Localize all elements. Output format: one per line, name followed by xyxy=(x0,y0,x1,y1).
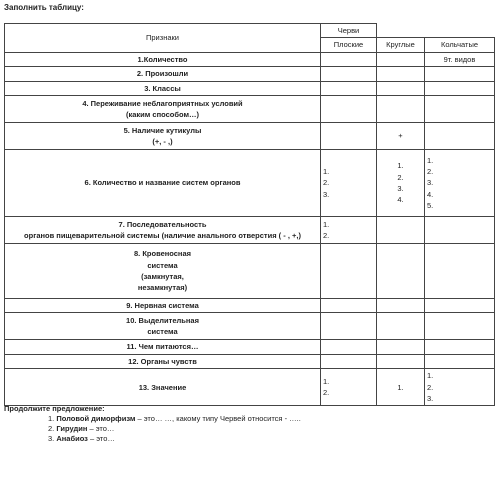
round-cell xyxy=(377,67,425,81)
blank-header-cell xyxy=(425,24,495,38)
table-row xyxy=(5,340,495,354)
worms-comparison-table xyxy=(4,23,495,406)
table-row xyxy=(5,96,495,123)
round-cell xyxy=(377,369,425,406)
flat-cell xyxy=(321,354,377,368)
flat-cell-line: 3. xyxy=(323,189,330,199)
criterion-cell-line: 10. Выделительная xyxy=(126,316,199,326)
round-cell xyxy=(377,217,425,244)
criterion-cell-line: 11. Чем питаются… xyxy=(126,342,199,352)
round-cell-line: 2. xyxy=(397,172,404,182)
round-cell xyxy=(377,123,425,150)
item-term: Анабиоз xyxy=(56,434,88,443)
flat-cell xyxy=(321,244,377,299)
criterion-cell-line: 3. Классы xyxy=(144,83,181,93)
round-cell-line: 3. xyxy=(397,184,404,194)
table-row xyxy=(5,81,495,95)
criterion-cell-line: 4. Переживание неблагоприятных условий xyxy=(82,98,243,108)
flat-worms-header: Плоские xyxy=(321,38,377,52)
ringed-cell xyxy=(425,244,495,299)
item-term: Половой диморфизм xyxy=(56,414,136,423)
table-row xyxy=(5,354,495,368)
ringed-cell xyxy=(425,150,495,217)
criterion-cell xyxy=(5,313,321,340)
flat-cell-line: 1. xyxy=(323,219,330,229)
round-cell-line: 4. xyxy=(397,195,404,205)
ringed-cell xyxy=(425,217,495,244)
flat-cell-line: 2. xyxy=(323,388,330,398)
ringed-cell xyxy=(425,81,495,95)
ringed-cell-line: 2. xyxy=(427,166,434,176)
ringed-cell xyxy=(425,354,495,368)
item-number: 3. xyxy=(48,434,57,443)
table-row xyxy=(5,150,495,217)
criterion-cell-line: (замкнутая, xyxy=(141,272,184,282)
item-number: 2. xyxy=(48,424,57,433)
item-text: – это… xyxy=(87,424,115,433)
round-cell xyxy=(377,81,425,95)
criterion-cell-line: 13. Значение xyxy=(138,382,187,392)
table-row xyxy=(5,52,495,66)
flat-cell xyxy=(321,217,377,244)
criterion-cell-line: система xyxy=(147,327,178,337)
sentence-item xyxy=(4,414,301,424)
criterion-cell-line: 9. Нервная система xyxy=(126,301,199,311)
flat-cell-line: 1. xyxy=(323,166,330,176)
criteria-header: Признаки xyxy=(5,24,321,53)
criterion-cell xyxy=(5,96,321,123)
ringed-cell xyxy=(425,67,495,81)
item-number: 1. xyxy=(48,414,57,423)
ringed-cell-line: 4. xyxy=(427,189,434,199)
ringed-cell-line: 3. xyxy=(427,394,434,404)
item-term: Гирудин xyxy=(56,424,88,433)
ringed-cell-line: 1. xyxy=(427,155,434,165)
round-cell-line: 1. xyxy=(397,161,404,171)
item-text: – это… xyxy=(87,434,115,443)
ringed-cell xyxy=(425,96,495,123)
flat-cell-line: 1. xyxy=(323,376,330,386)
table-row xyxy=(5,299,495,313)
round-cell xyxy=(377,340,425,354)
ringed-cell xyxy=(425,313,495,340)
criterion-cell-line: (+, - ,) xyxy=(152,137,173,147)
ringed-cell-line: 5. xyxy=(427,201,434,211)
flat-cell xyxy=(321,52,377,66)
criterion-cell xyxy=(5,123,321,150)
ringed-cell-line: 9т. видов xyxy=(443,54,476,64)
flat-cell xyxy=(321,81,377,95)
table-row xyxy=(5,217,495,244)
criterion-cell-line: система xyxy=(147,260,178,270)
table-row xyxy=(5,244,495,299)
criterion-cell-line: 12. Органы чувств xyxy=(128,356,197,366)
round-cell-line: + xyxy=(398,131,403,141)
flat-cell xyxy=(321,96,377,123)
ringed-cell-line: 3. xyxy=(427,178,434,188)
worksheet-title: Заполнить таблицу: xyxy=(4,3,84,12)
flat-cell-line: 2. xyxy=(323,231,330,241)
ringed-cell xyxy=(425,369,495,406)
ringed-cell xyxy=(425,340,495,354)
flat-cell xyxy=(321,299,377,313)
round-cell xyxy=(377,150,425,217)
flat-cell xyxy=(321,123,377,150)
item-text: – это… …, какому типу Червей относится - ….. xyxy=(135,414,301,423)
worms-header: Черви xyxy=(321,24,377,38)
continue-sentence-section xyxy=(4,404,301,444)
criterion-cell xyxy=(5,67,321,81)
flat-cell xyxy=(321,67,377,81)
ringed-worms-header: Кольчатые xyxy=(425,38,495,52)
criterion-cell xyxy=(5,150,321,217)
criterion-cell xyxy=(5,299,321,313)
flat-cell xyxy=(321,340,377,354)
continue-heading: Продолжите предложение: xyxy=(4,404,105,413)
criterion-cell xyxy=(5,217,321,244)
sentence-item xyxy=(4,434,301,444)
criterion-cell-line: (каким способом…) xyxy=(125,110,199,120)
table-row xyxy=(5,67,495,81)
criterion-cell xyxy=(5,52,321,66)
ringed-cell xyxy=(425,299,495,313)
round-cell xyxy=(377,52,425,66)
blank-header-cell xyxy=(377,24,425,38)
criterion-cell-line: 1.Количество xyxy=(137,54,188,64)
sentence-item xyxy=(4,424,301,434)
ringed-cell-line: 1. xyxy=(427,371,434,381)
ringed-cell-line: 2. xyxy=(427,382,434,392)
flat-cell xyxy=(321,313,377,340)
round-cell-line: 1. xyxy=(397,382,404,392)
criterion-cell-line: 2. Произошли xyxy=(136,69,189,79)
flat-cell-line: 2. xyxy=(323,178,330,188)
ringed-cell xyxy=(425,52,495,66)
round-cell xyxy=(377,354,425,368)
criterion-cell xyxy=(5,369,321,406)
flat-cell xyxy=(321,150,377,217)
header-row-1 xyxy=(5,24,495,38)
criterion-cell-line: 6. Количество и название систем органов xyxy=(84,178,241,188)
table-row xyxy=(5,369,495,406)
criterion-cell-line: 7. Последовательность xyxy=(118,219,207,229)
criterion-cell xyxy=(5,340,321,354)
criterion-cell-line: 8. Кровеносная xyxy=(133,249,192,259)
criterion-cell xyxy=(5,244,321,299)
round-cell xyxy=(377,244,425,299)
criterion-cell xyxy=(5,354,321,368)
criterion-cell xyxy=(5,81,321,95)
table-row xyxy=(5,313,495,340)
flat-cell xyxy=(321,369,377,406)
ringed-cell xyxy=(425,123,495,150)
criterion-cell-line: 5. Наличие кутикулы xyxy=(123,125,202,135)
round-cell xyxy=(377,299,425,313)
criterion-cell-line: незамкнутая) xyxy=(137,283,188,293)
table-row xyxy=(5,123,495,150)
round-worms-header: Круглые xyxy=(377,38,425,52)
criterion-cell-line: органов пищеварительной системы (наличие анального отверстия ( - , +,) xyxy=(24,231,301,241)
round-cell xyxy=(377,96,425,123)
round-cell xyxy=(377,313,425,340)
